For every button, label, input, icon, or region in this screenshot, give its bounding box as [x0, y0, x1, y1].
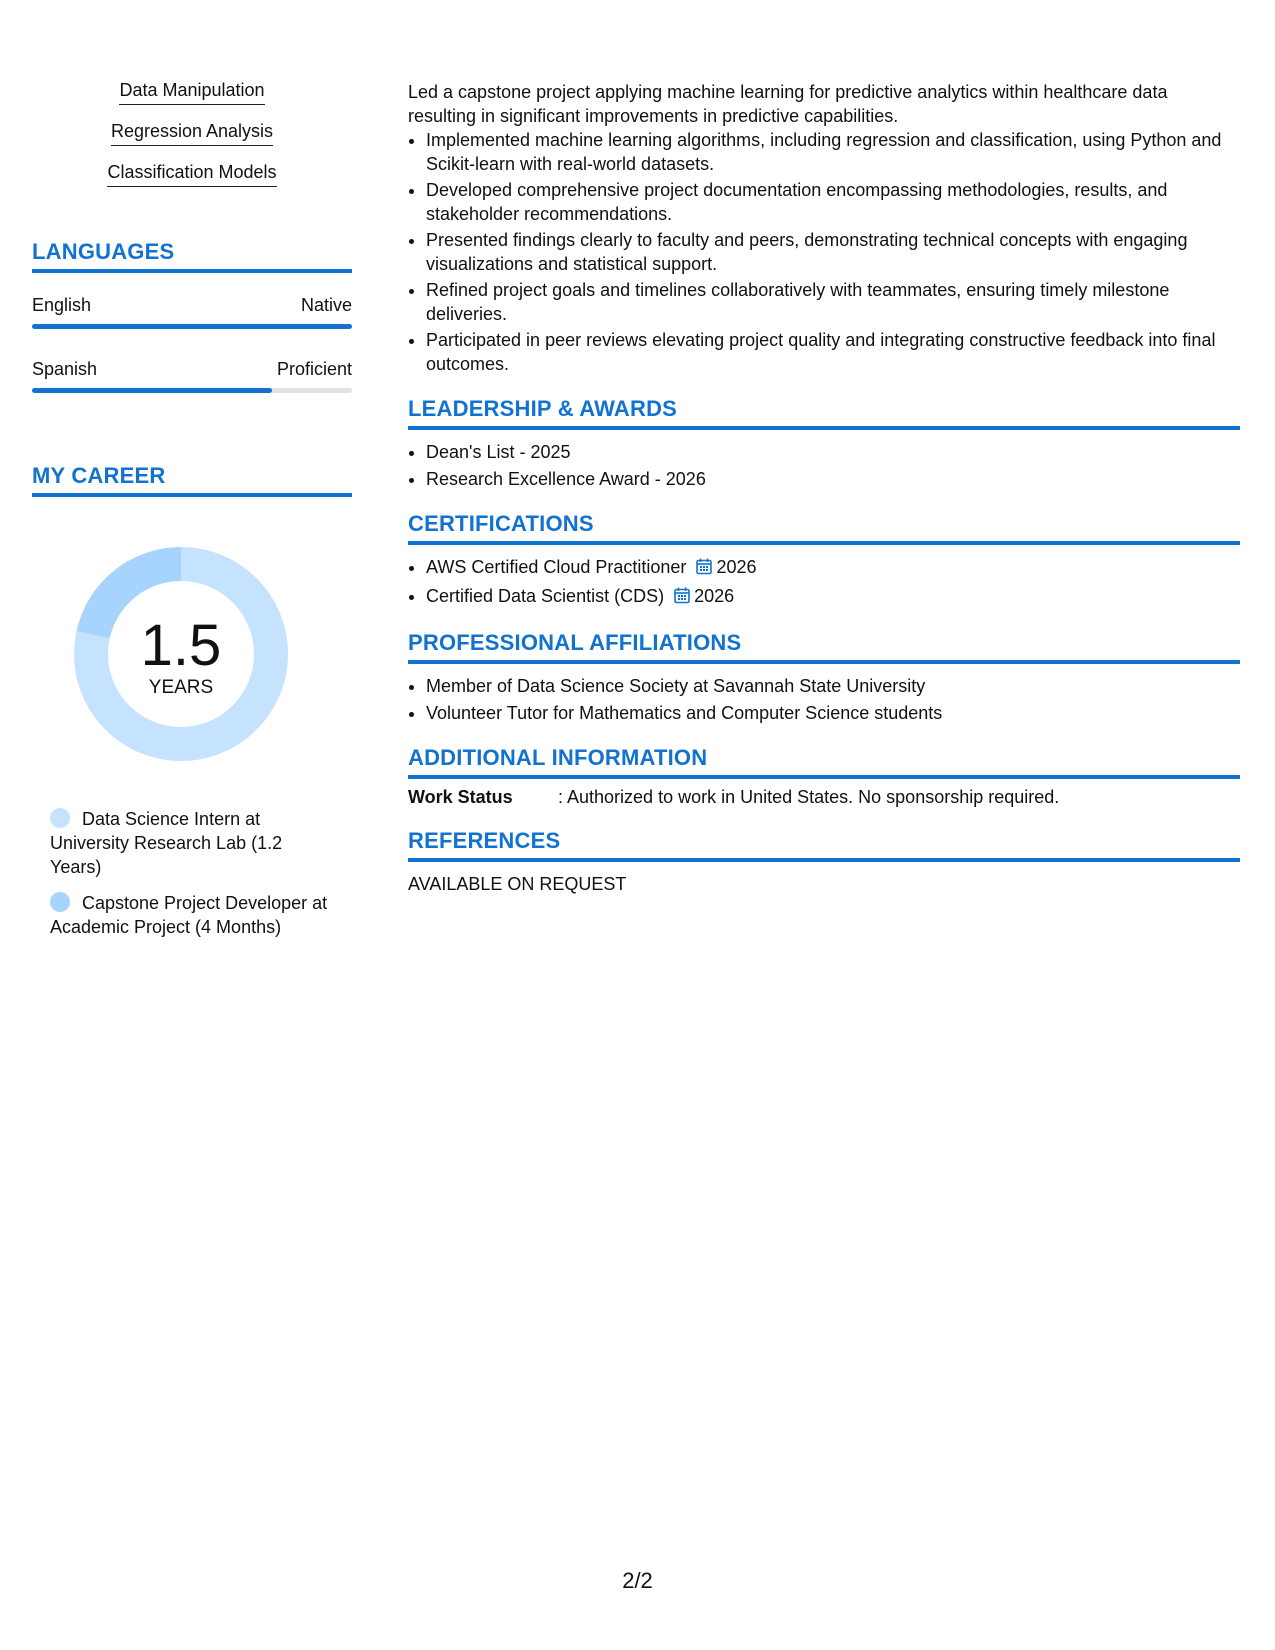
- project-bullets: [408, 128, 1240, 376]
- legend-dot-icon: [50, 808, 70, 828]
- skill-tag: Regression Analysis: [111, 121, 273, 146]
- certification-item: [426, 584, 1240, 610]
- calendar-icon: [696, 557, 712, 581]
- references-title: REFERENCES: [408, 828, 1240, 862]
- certification-item: [426, 555, 1240, 581]
- career-legend: [50, 807, 330, 939]
- career-entry-label: Capstone Project Developer at Academic Project (4 Months): [50, 893, 328, 937]
- skill-tag: Classification Models: [107, 162, 276, 187]
- list-item: • Research Excellence Award - 2026: [426, 467, 1240, 491]
- language-bar: [32, 388, 352, 393]
- career-section: [32, 463, 352, 939]
- additional-title: ADDITIONAL INFORMATION: [408, 745, 1240, 779]
- skills-list: [32, 80, 352, 203]
- language-name: English: [32, 295, 92, 315]
- language-item: [32, 359, 352, 393]
- list-item: • Developed comprehensive project documentation encompassing methodologies, results, and stakeholder recommendations.: [426, 178, 1240, 226]
- page-number: 2/2: [622, 1568, 653, 1593]
- work-status-row: [408, 787, 1240, 808]
- career-title: MY CAREER: [32, 463, 352, 497]
- leadership-section: [408, 396, 1240, 491]
- language-bar: [32, 324, 352, 329]
- legend-dot-icon: [50, 892, 70, 912]
- skill-tag: Data Manipulation: [119, 80, 264, 105]
- certification-name: Certified Data Scientist (CDS): [426, 586, 665, 606]
- languages-title: LANGUAGES: [32, 239, 352, 273]
- career-entry-label: Data Science Intern at University Research Lab (1.2 Years): [50, 809, 283, 877]
- list-item: • Participated in peer reviews elevating project quality and integrating constructive feedback into final outcomes.: [426, 328, 1240, 376]
- affiliations-title: PROFESSIONAL AFFILIATIONS: [408, 630, 1240, 664]
- list-item: • Volunteer Tutor for Mathematics and Computer Science students: [426, 701, 1240, 725]
- career-unit: YEARS: [148, 677, 214, 698]
- calendar-icon: [674, 586, 690, 610]
- languages-section: [32, 239, 352, 393]
- language-name: Spanish: [32, 359, 98, 379]
- certifications-section: [408, 511, 1240, 610]
- certification-name: AWS Certified Cloud Practitioner: [426, 557, 687, 577]
- list-item: • Dean's List - 2025: [426, 440, 1240, 464]
- references-section: [408, 828, 1240, 895]
- language-level: Native: [300, 295, 352, 315]
- list-item: • Member of Data Science Society at Savannah State University: [426, 674, 1240, 698]
- additional-section: [408, 745, 1240, 808]
- career-donut-chart: [66, 539, 296, 769]
- list-item: • Presented findings clearly to faculty and peers, demonstrating technical concepts with engaging visualizations and statistical support.: [426, 228, 1240, 276]
- language-bar-fill: [32, 324, 352, 329]
- language-item: [32, 295, 352, 329]
- affiliations-section: [408, 630, 1240, 725]
- certifications-title: CERTIFICATIONS: [408, 511, 1240, 545]
- work-status-value: : Authorized to work in United States. No sponsorship required.: [558, 787, 1060, 807]
- right-column: [408, 80, 1240, 895]
- language-level: Proficient: [276, 359, 352, 379]
- left-column: [32, 80, 352, 951]
- language-bar-fill: [32, 388, 272, 393]
- career-total: 1.5: [140, 613, 222, 678]
- project-intro: Led a capstone project applying machine learning for predictive analytics within healthcare data resulting in significant improvements in predictive capabilities.: [408, 82, 1168, 126]
- certification-year: 2026: [694, 586, 735, 606]
- certification-year: 2026: [716, 557, 757, 577]
- list-item: • Refined project goals and timelines collaboratively with teammates, ensuring timely milestone deliveries.: [426, 278, 1240, 326]
- references-text: AVAILABLE ON REQUEST: [408, 874, 627, 894]
- career-legend-item: [50, 807, 330, 879]
- career-legend-item: [50, 891, 330, 939]
- list-item: • Implemented machine learning algorithms, including regression and classification, using Python and Scikit-learn with real-world datasets.: [426, 128, 1240, 176]
- leadership-title: LEADERSHIP & AWARDS: [408, 396, 1240, 430]
- work-status-label: Work Status: [408, 787, 513, 807]
